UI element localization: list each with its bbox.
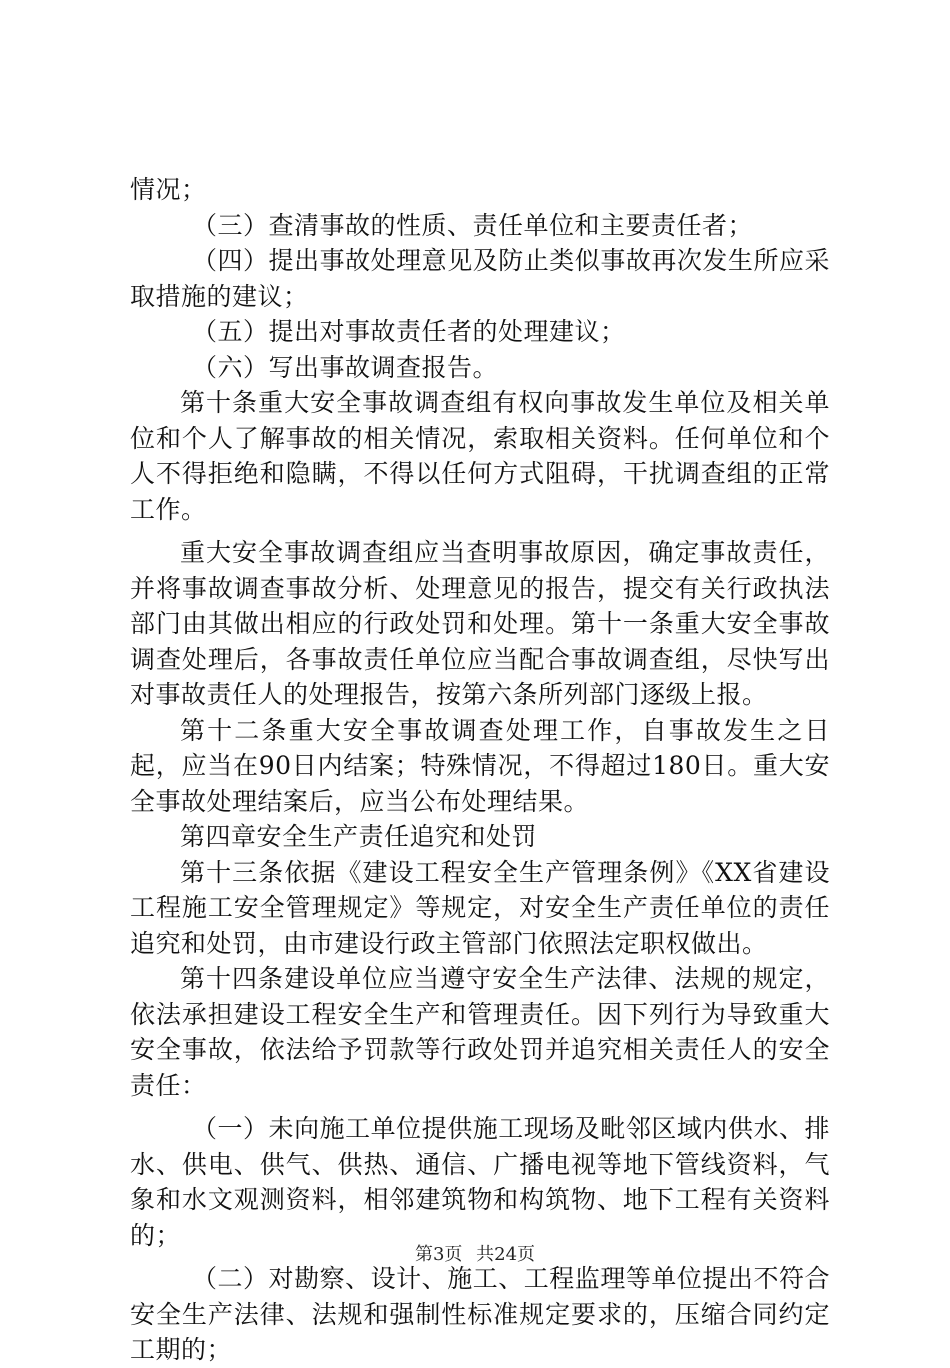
paragraph: （二）对勘察、设计、施工、工程监理等单位提出不符合安全生产法律、法规和强制性标准规定要求的，压缩合同约定工期的； xyxy=(130,1264,830,1364)
paragraph: （六）写出事故调查报告。 xyxy=(192,352,499,382)
page-footer xyxy=(0,1243,950,1267)
paragraph: 第十四条建设单位应当遵守安全生产法律、法规的规定，依法承担建设工程安全生产和管理责任。因下列行为导致重大安全事故，依法给予罚款等行政处罚并追究相关责任人的安全责任： xyxy=(130,964,830,1100)
paragraph: 第十三条依据《建设工程安全生产管理条例》《XX省建设工程施工安全管理规定》等规定，对安全生产责任单位的责任追究和处罚，由市建设行政主管部门依照法定职权做出。 xyxy=(130,857,830,958)
chapter-heading: 第四章安全生产责任追究和处罚 xyxy=(180,822,538,851)
page-total: 共24页 xyxy=(476,1244,536,1265)
document-body xyxy=(130,172,830,1368)
paragraph: 情况； xyxy=(130,175,207,204)
paragraph: 第十条重大安全事故调查组有权向事故发生单位及相关单位和个人了解事故的相关情况，索取相关资料。任何单位和个人不得拒绝和隐瞒，不得以任何方式阻碍，干扰调查组的正常工作。 xyxy=(130,388,830,524)
paragraph: 重大安全事故调查组应当查明事故原因，确定事故责任，并将事故调查事故分析、处理意见的报告，提交有关行政执法部门由其做出相应的行政处罚和处理。第十一条重大安全事故调查处理后，各事故责任单位应当配合事故调查组，尽快写出对事故责任人的处理报告，按第六条所列部门逐级上报。 xyxy=(130,538,830,709)
paragraph: （五）提出对事故责任者的处理建议； xyxy=(192,317,626,346)
paragraph: （四）提出事故处理意见及防止类似事故再次发生所应采取措施的建议； xyxy=(130,246,830,311)
paragraph: （三）查清事故的性质、责任单位和主要责任者； xyxy=(192,210,754,240)
paragraph: （一）未向施工单位提供施工现场及毗邻区域内供水、排水、供电、供气、供热、通信、广播电视等地下管线资料，气象和水文观测资料，相邻建筑物和构筑物、地下工程有关资料的； xyxy=(130,1114,830,1250)
page-number: 第3页 xyxy=(414,1244,463,1265)
paragraph: 第十二条重大安全事故调查处理工作，自事故发生之日起，应当在90日内结案；特殊情况，不得超过180日。重大安全事故处理结案后，应当公布处理结果。 xyxy=(130,715,830,816)
